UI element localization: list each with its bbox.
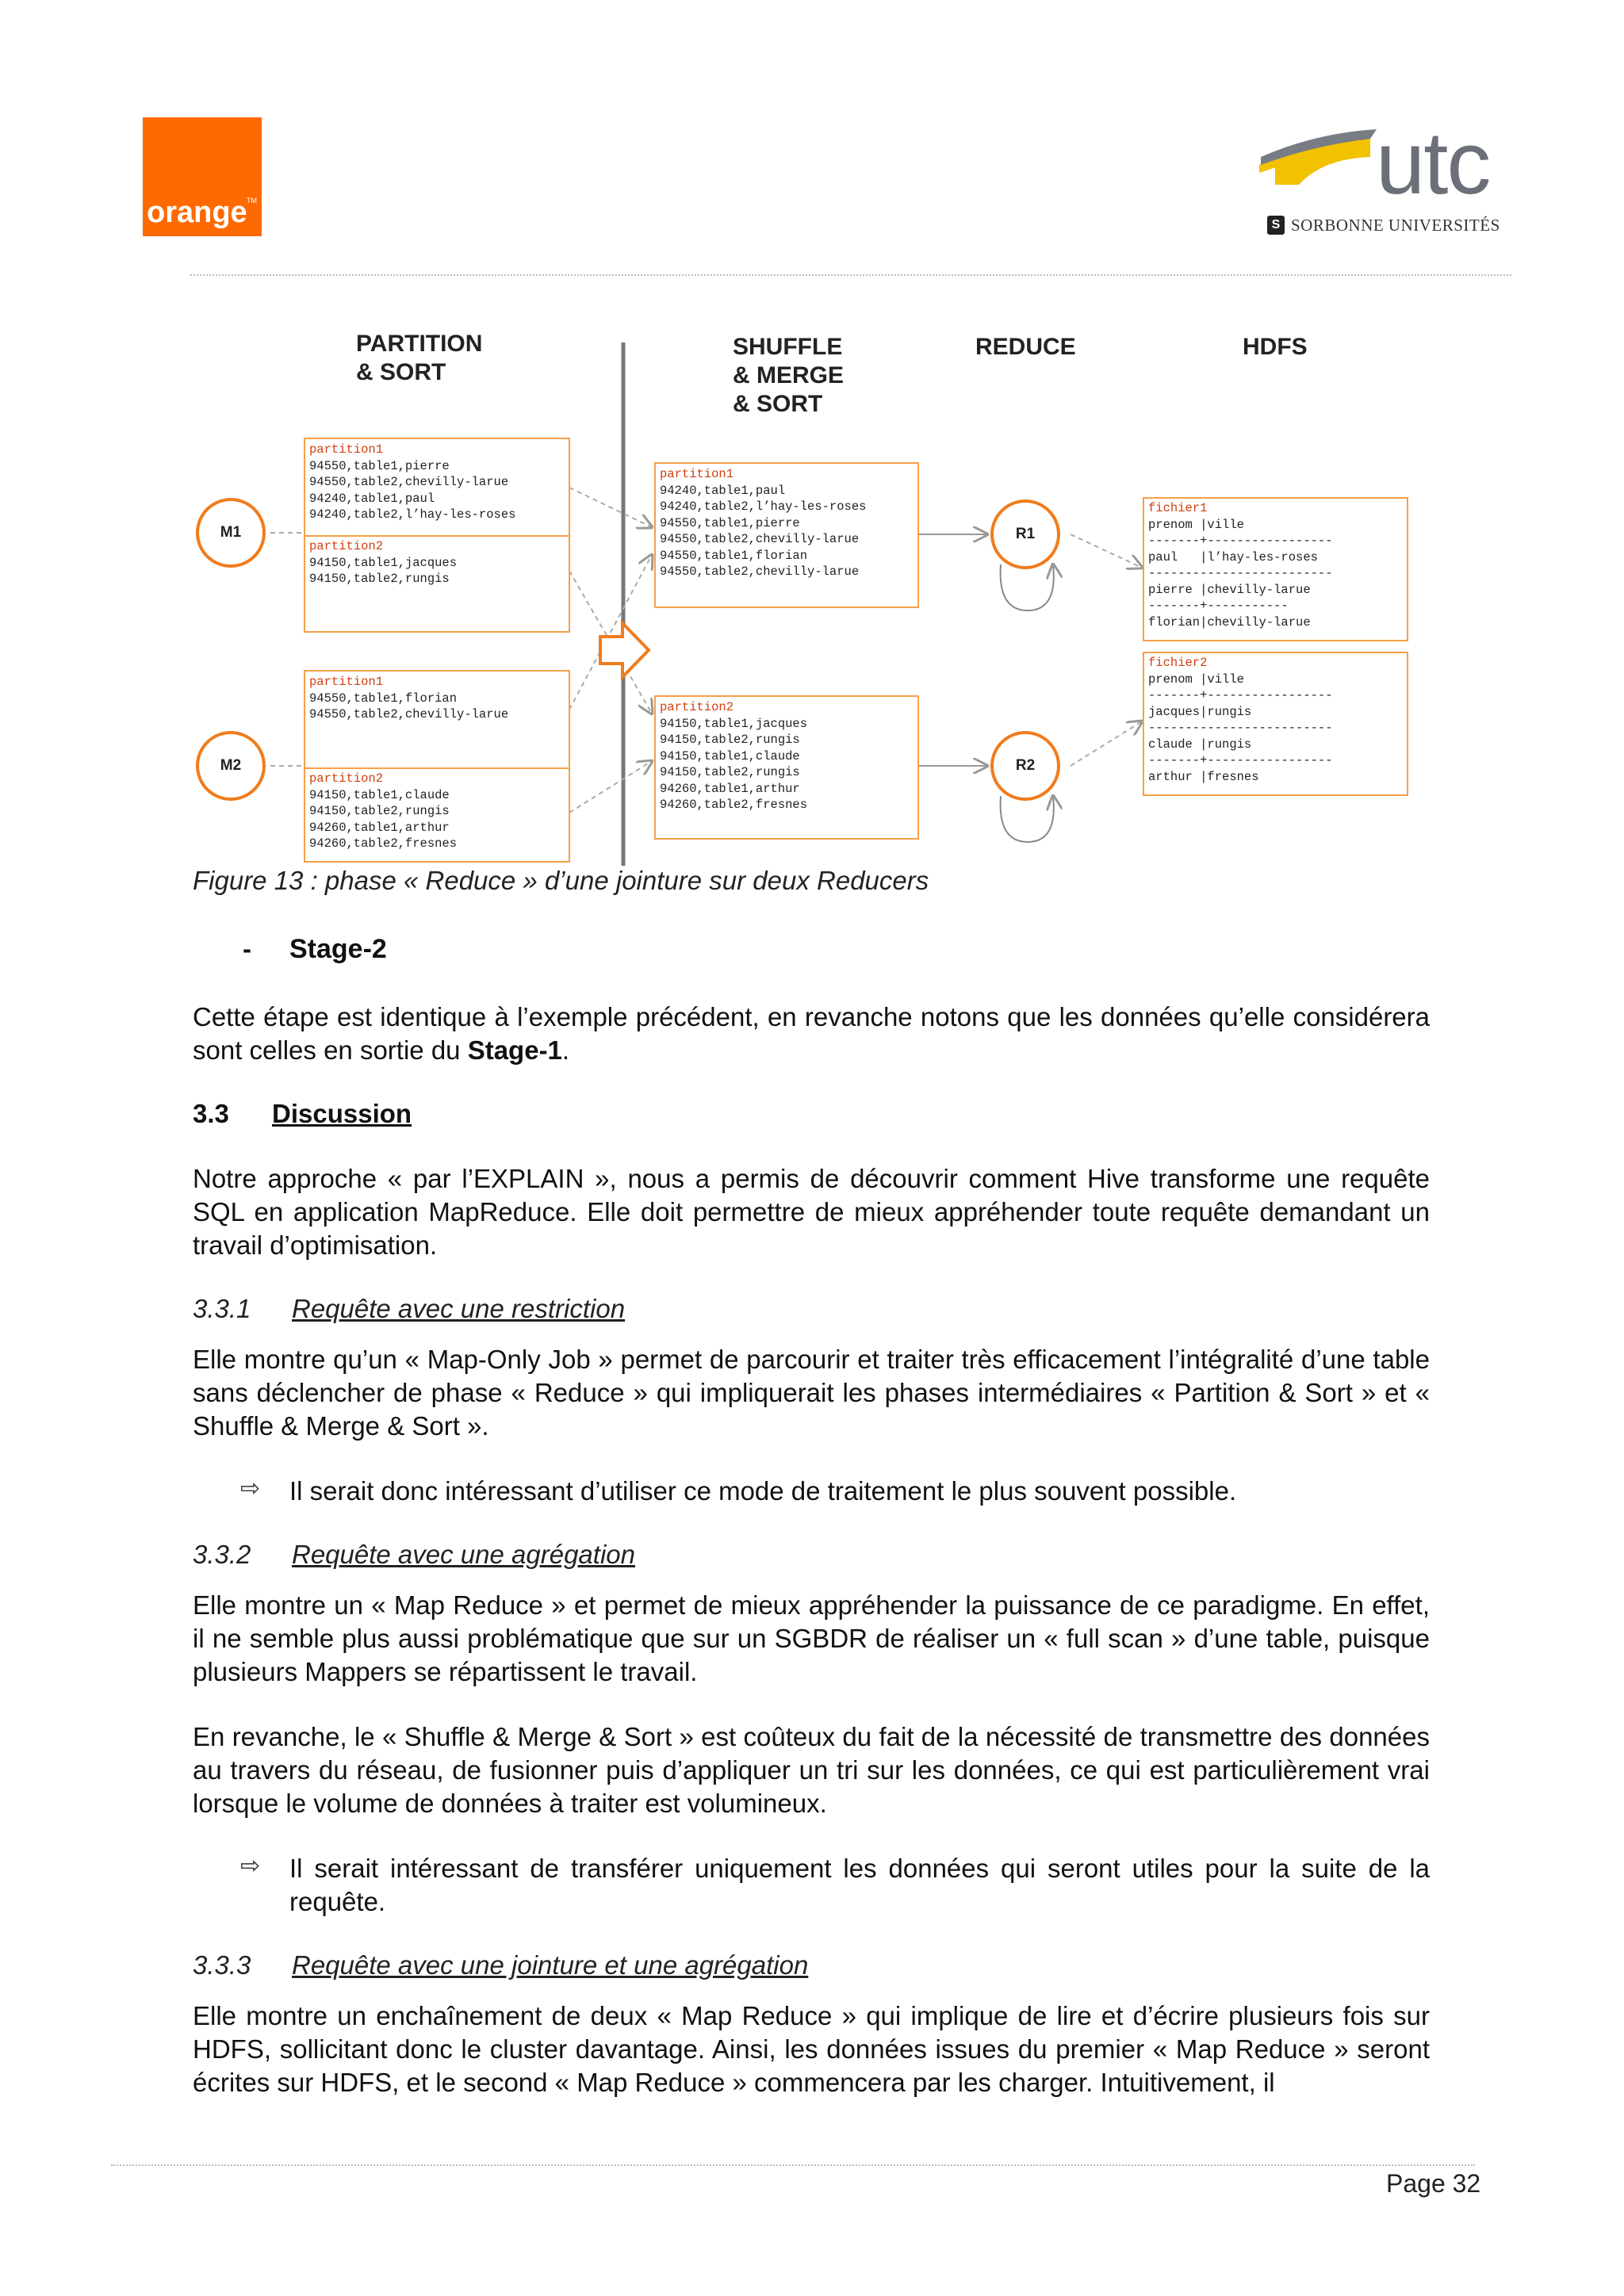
m1-p1-lines: 94550,table1,pierre 94550,table2,chevilly-larue 94240,table1,paul 94240,table2,l’hay-les-roses xyxy=(309,458,516,522)
stage-partition-sort: PARTITION & SORT xyxy=(356,331,483,385)
section-3-3-1-bullet: Il serait donc intéressant d’utiliser ce mode de traitement le plus souvent possible. xyxy=(289,1476,1237,1506)
section-3-3-paragraph: Notre approche « par l’EXPLAIN », nous a permis de découvrir comment Hive transforme une requête SQL en application MapReduce. Elle doit permettre de mieux appréhender toute requête demandant un travail d’optimisation. xyxy=(193,1164,1430,1260)
section-3-3-title: Discussion xyxy=(272,1099,412,1128)
figure-caption: Figure 13 : phase « Reduce » d’une jointure sur deux Reducers xyxy=(193,866,929,895)
m2-partition-box xyxy=(304,670,570,863)
section-3-3-2-title: Requête avec une agrégation xyxy=(292,1540,635,1569)
section-3-3-2-paragraph-2: En revanche, le « Shuffle & Merge & Sort » est coûteux du fait de la nécessité de transmettre des données au travers du réseau, de fusionner puis d’appliquer un tri sur les données, ce qui est particulièrement vrai lorsque le volume de données à traiter est volumineux. xyxy=(193,1722,1430,1818)
page-number: Page 32 xyxy=(1386,2169,1481,2198)
m1-p1-head: partition1 xyxy=(309,442,384,457)
arrow-bullet-icon: ⇨ xyxy=(240,1475,261,1502)
section-3-3-1-title: Requête avec une restriction xyxy=(292,1294,626,1323)
shuffle-partition2-box xyxy=(654,695,919,840)
shuffle1-head: partition1 xyxy=(660,467,734,481)
shuffle2-lines: 94150,table1,jacques 94150,table2,rungis 94150,table1,claude 94150,table2,rungis 94260,table1,arthur 94260,table2,fresnes xyxy=(660,716,808,812)
hdfs-fichier2-box xyxy=(1143,652,1408,796)
stage-reduce: REDUCE xyxy=(975,334,1076,360)
mapper-node-m2: M2 xyxy=(196,731,266,801)
shuffle1-lines: 94240,table1,paul 94240,table2,l’hay-les-roses 94550,table1,pierre 94550,table2,chevilly-larue 94550,table1,florian 94550,table2,chevilly-larue xyxy=(660,483,867,579)
orange-logo-tm: TM xyxy=(247,197,257,205)
shuffle-partition1-box xyxy=(654,462,919,608)
reducer-node-r1: R1 xyxy=(990,499,1060,569)
section-3-3-3-paragraph: Elle montre un enchaînement de deux « Map Reduce » qui implique de lire et d’écrire plusieurs fois sur HDFS, sollicitant donc le cluster davantage. Ainsi, les données issues du premier « Map Reduce » seront écrites sur HDFS, et le second « Map Reduce » commencera par les charger. Intuitivement, il xyxy=(193,2001,1430,2097)
hdfs1-head: fichier1 xyxy=(1148,501,1208,515)
sorbonne-label: SORBONNE UNIVERSITÉS xyxy=(1291,216,1500,235)
section-3-3-2-paragraph-1: Elle montre un « Map Reduce » et permet de mieux appréhender la puissance de ce paradigme. En effet, il ne semble plus aussi problématique que sur un SGBDR de réaliser un « full scan » d’une table, puisque plusieurs Mappers se répartissent le travail. xyxy=(193,1590,1430,1686)
stage2-dash: - xyxy=(243,934,251,963)
stage-shuffle-merge-sort: SHUFFLE & MERGE & SORT xyxy=(733,334,845,417)
m2-p2-lines: 94150,table1,claude 94150,table2,rungis 94260,table1,arthur 94260,table2,fresnes xyxy=(309,787,458,851)
sorbonne-icon: S xyxy=(1267,216,1285,235)
m2-p1-head: partition1 xyxy=(309,675,384,689)
section-3-3-1-number: 3.3.1 xyxy=(193,1294,251,1323)
m2-p1-lines: 94550,table1,florian 94550,table2,chevilly-larue xyxy=(309,691,509,721)
m1-p2-head: partition2 xyxy=(309,539,384,553)
section-3-3-2-number: 3.3.2 xyxy=(193,1540,251,1569)
hdfs-fichier1-box xyxy=(1143,497,1408,641)
stage-hdfs: HDFS xyxy=(1243,334,1308,360)
m1-p2-lines: 94150,table1,jacques 94150,table2,rungis xyxy=(309,555,458,586)
reducer-node-r2: R2 xyxy=(990,731,1060,801)
hdfs2-head: fichier2 xyxy=(1148,656,1208,670)
hdfs2-lines: prenom |ville -------+----------------- jacques|rungis ------------------------- claude |rungis -------+----------------- arthur |fresnes xyxy=(1148,672,1333,784)
flow-arrow xyxy=(600,623,649,677)
mapper-node-m1: M1 xyxy=(196,498,266,568)
stage2-paragraph: Cette étape est identique à l’exemple précédent, en revanche notons que les données qu’elle considérera sont celles en sortie du Stage-1. xyxy=(193,1002,1430,1065)
hdfs1-lines: prenom |ville -------+----------------- paul |l’hay-les-roses ------------------------- pierre |chevilly-larue -------+----------- florian|chevilly-larue xyxy=(1148,517,1333,629)
utc-logo-text: utc xyxy=(1376,113,1490,212)
m2-p2-head: partition2 xyxy=(309,771,384,786)
orange-logo-text: orange xyxy=(147,196,247,229)
section-3-3-3-title: Requête avec une jointure et une agrégation xyxy=(292,1950,809,1980)
section-3-3-3-number: 3.3.3 xyxy=(193,1950,251,1980)
section-3-3-2-bullet: Il serait intéressant de transférer uniquement les données qui seront utiles pour la suite de la requête. xyxy=(289,1854,1430,1916)
m1-partition-box xyxy=(304,438,570,633)
arrow-bullet-icon: ⇨ xyxy=(240,1853,261,1879)
footer-divider xyxy=(111,2164,1475,2166)
section-3-3-1-paragraph: Elle montre qu’un « Map-Only Job » permet de parcourir et traiter très efficacement l’intégralité d’une table sans déclencher de phase « Reduce » qui impliquerait les phases intermédiaires « Partition & Sort » et « Shuffle & Merge & Sort ». xyxy=(193,1345,1430,1441)
stage2-heading: Stage-2 xyxy=(289,934,387,964)
shuffle2-head: partition2 xyxy=(660,700,734,714)
section-3-3-number: 3.3 xyxy=(193,1099,229,1128)
